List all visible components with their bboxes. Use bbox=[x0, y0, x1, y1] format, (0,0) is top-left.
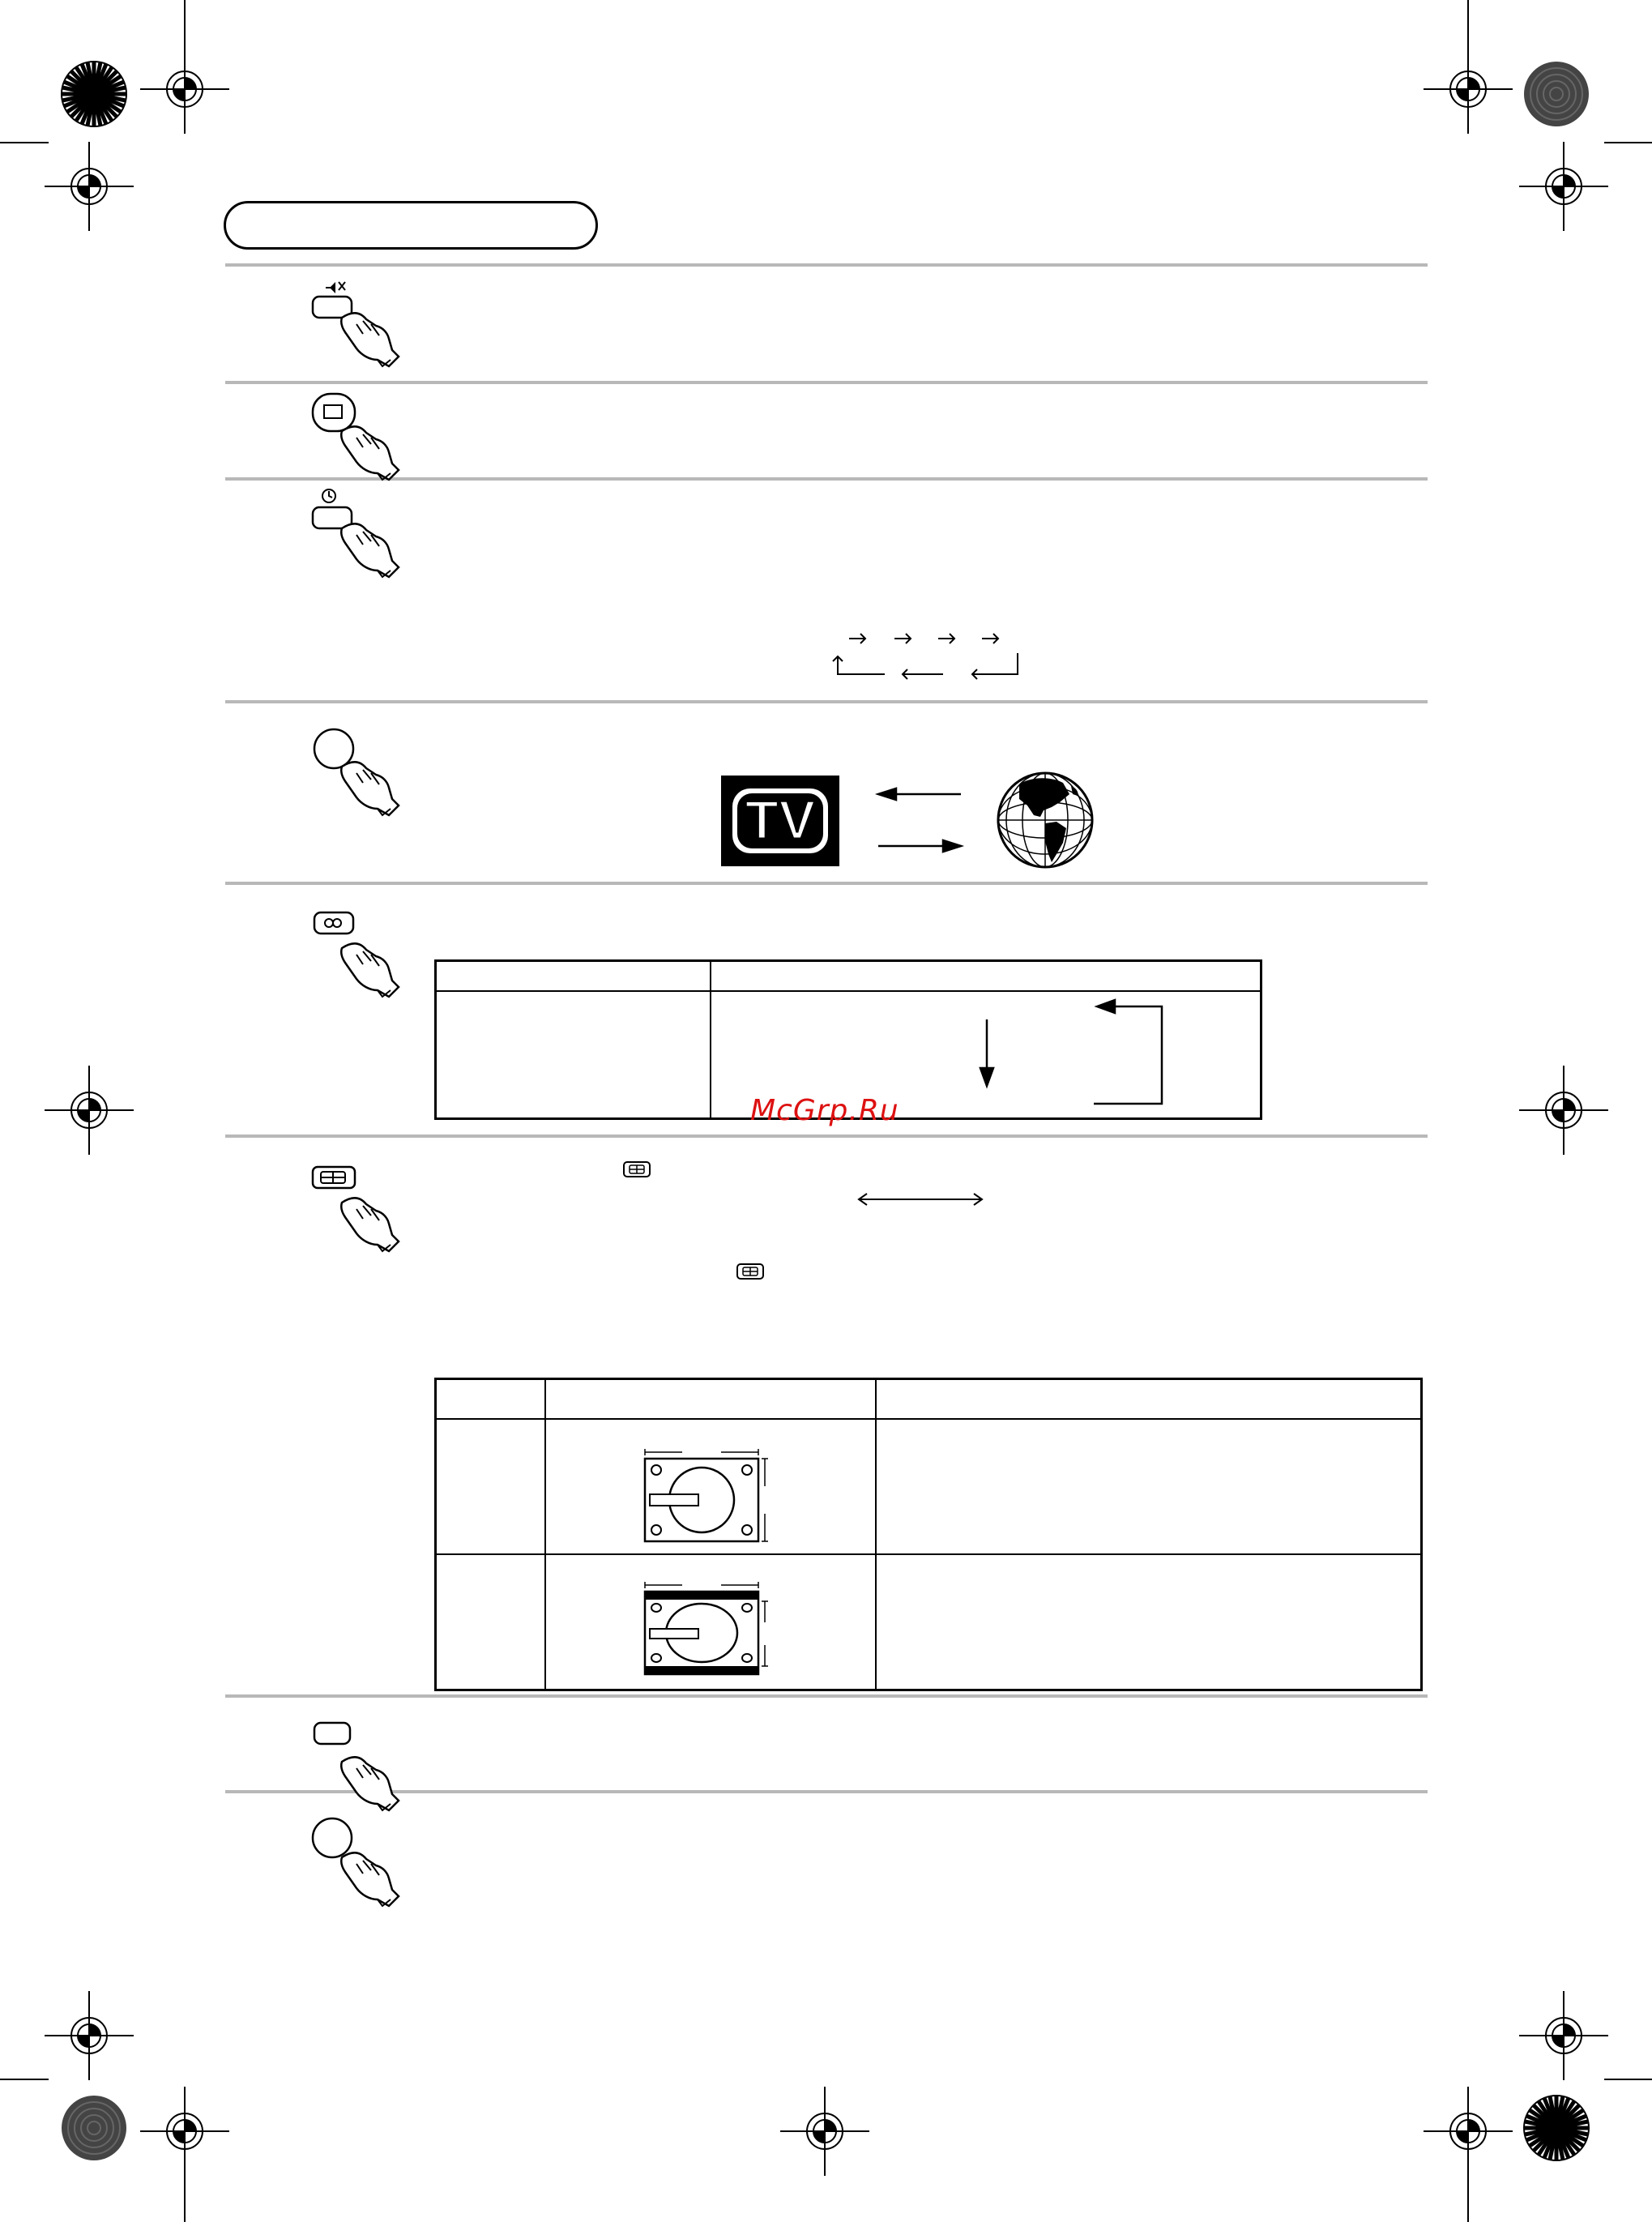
wide-picture-diagram bbox=[640, 1579, 778, 1677]
wide-inline-icon bbox=[622, 1160, 651, 1180]
color-target-icon bbox=[62, 2096, 126, 2160]
normal-picture-diagram bbox=[640, 1446, 778, 1545]
registration-mark-icon bbox=[1519, 142, 1608, 231]
round-button-hand-icon bbox=[309, 1815, 399, 1912]
audio-table-column-rule bbox=[710, 959, 711, 1120]
section-divider bbox=[225, 477, 1428, 481]
registration-mark-icon bbox=[45, 142, 134, 231]
section-title-box bbox=[224, 201, 598, 250]
registration-mark-icon bbox=[1424, 45, 1513, 134]
section-divider bbox=[225, 1135, 1428, 1138]
tv-world-button-hand-icon bbox=[309, 724, 399, 822]
wide-mode-table bbox=[434, 1378, 1423, 1691]
wide-toggle-arrow bbox=[856, 1190, 985, 1209]
tv-logo-icon bbox=[721, 774, 843, 868]
timer-button-hand-icon bbox=[309, 486, 399, 583]
registration-mark-icon bbox=[780, 2087, 869, 2176]
registration-mark-icon bbox=[45, 1991, 134, 2080]
registration-mark-icon bbox=[45, 1066, 134, 1155]
globe-icon bbox=[995, 770, 1095, 870]
color-target-icon bbox=[1524, 62, 1589, 126]
wide-table-column-rule bbox=[875, 1378, 877, 1691]
section-divider bbox=[225, 381, 1428, 384]
wide-button-hand-icon bbox=[309, 1160, 399, 1258]
blank-button-hand-icon bbox=[309, 1720, 399, 1817]
wide-table-header-rule bbox=[434, 1418, 1423, 1420]
section-divider bbox=[225, 1694, 1428, 1698]
section-divider bbox=[225, 263, 1428, 267]
svg-text:TV: TV bbox=[745, 789, 816, 851]
color-target-icon bbox=[1524, 2096, 1589, 2160]
section-divider bbox=[225, 1790, 1428, 1793]
display-button-hand-icon bbox=[309, 389, 399, 486]
audio-mode-button-hand-icon bbox=[309, 906, 399, 1003]
wide-table-column-rule bbox=[544, 1378, 546, 1691]
registration-mark-icon bbox=[1519, 1066, 1608, 1155]
watermark-text: McGrp.Ru bbox=[750, 1094, 899, 1127]
mute-button-hand-icon bbox=[309, 276, 399, 373]
registration-mark-icon bbox=[140, 45, 229, 134]
wide-inline-icon bbox=[736, 1263, 765, 1282]
section-divider bbox=[225, 700, 1428, 703]
wide-table-row-rule bbox=[434, 1553, 1423, 1555]
registration-mark-icon bbox=[1519, 1991, 1608, 2080]
audio-table-header-rule bbox=[434, 990, 1262, 992]
color-target-icon bbox=[62, 62, 126, 126]
audio-cycle-arrows bbox=[964, 995, 1175, 1109]
tv-world-arrows bbox=[875, 788, 964, 852]
timer-cycle-diagram bbox=[826, 624, 1029, 681]
registration-mark-icon bbox=[140, 2087, 229, 2176]
section-divider bbox=[225, 882, 1428, 885]
registration-mark-icon bbox=[1424, 2087, 1513, 2176]
